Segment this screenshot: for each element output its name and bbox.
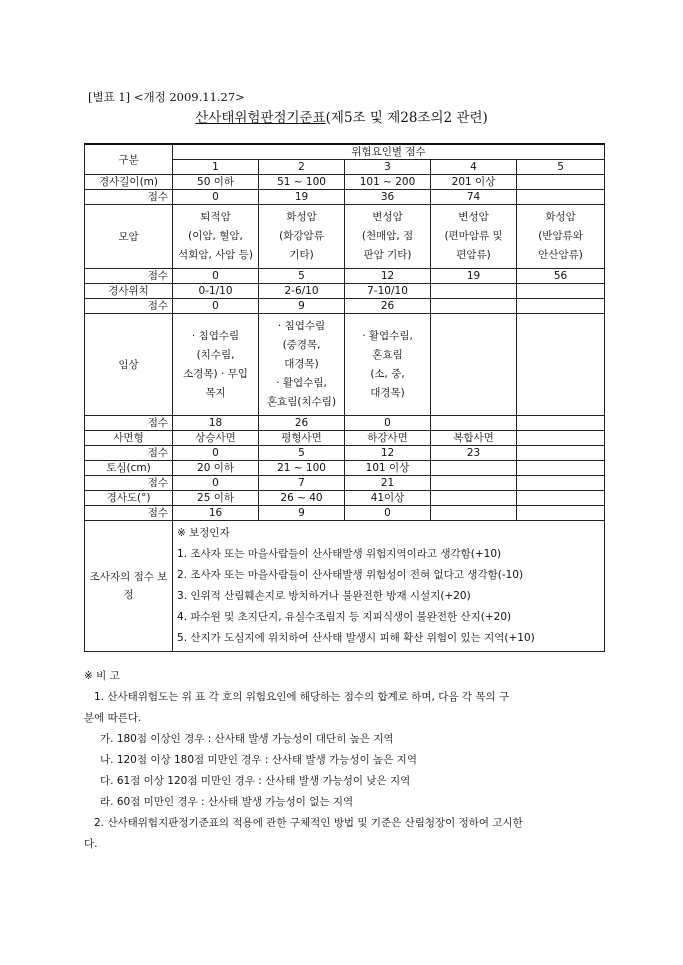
cell-line: · 활엽수림, xyxy=(362,329,413,342)
score-cell: 0 xyxy=(345,416,431,431)
row-label-soil-depth: 토심(cm) xyxy=(85,461,173,476)
score-cell: 23 xyxy=(431,446,517,461)
score-cell: 36 xyxy=(345,190,431,205)
table-cell xyxy=(431,491,517,506)
score-cell: 56 xyxy=(517,269,605,284)
table-cell: 101 ~ 200 xyxy=(345,175,431,190)
table-row xyxy=(85,175,605,190)
table-cell xyxy=(345,314,431,416)
cell-line: · 침엽수림 xyxy=(191,329,240,342)
table-row xyxy=(85,461,605,476)
cell-line: 석회암, 사암 등) xyxy=(178,249,253,261)
remarks-item: 라. 60점 미만인 경우 : 산사태 발생 가능성이 없는 지역 xyxy=(100,796,354,808)
cell-line: 화성암 xyxy=(545,211,576,223)
row-label-slope-shape: 사면형 xyxy=(85,431,173,446)
correction-item: 2. 조사자 또는 마을사람들이 산사태발생 위험성이 전혀 없다고 생각함(-10) xyxy=(177,569,524,581)
table-row xyxy=(85,284,605,299)
level-4: 4 xyxy=(431,160,517,175)
table-cell: 2-6/10 xyxy=(259,284,345,299)
score-label: 점수 xyxy=(85,416,173,431)
row-label-forest: 임상 xyxy=(85,314,173,416)
score-cell: 5 xyxy=(259,446,345,461)
cell-line: 변성암 xyxy=(372,211,403,223)
table-cell xyxy=(173,205,259,269)
score-label: 점수 xyxy=(85,269,173,284)
cell-line: (중경목, xyxy=(282,339,321,351)
table-cell: 하강사면 xyxy=(345,431,431,446)
title-sub: (제5조 및 제28조의2 관련) xyxy=(325,110,488,126)
cell-line: 편암류) xyxy=(456,249,491,261)
remarks-paragraph-cont: 다. xyxy=(84,838,98,850)
remarks-paragraph: 1. 산사태위험도는 위 표 각 호의 위험요인에 해당하는 점수의 합계로 하며, 다음 각 목의 구 xyxy=(94,691,510,703)
table-cell xyxy=(431,284,517,299)
cell-line: 안산암류) xyxy=(538,249,583,261)
level-1: 1 xyxy=(173,160,259,175)
table-cell: 평형사면 xyxy=(259,431,345,446)
table-row xyxy=(85,491,605,506)
remarks-paragraph-cont: 분에 따른다. xyxy=(84,712,142,724)
table-cell: 41이상 xyxy=(345,491,431,506)
table-cell xyxy=(517,491,605,506)
correction-factors xyxy=(173,521,605,652)
row-label-slope-length: 경사길이(m) xyxy=(85,175,173,190)
score-cell: 12 xyxy=(345,446,431,461)
score-cell: 26 xyxy=(345,299,431,314)
cell-line: 기타) xyxy=(289,249,314,261)
score-row xyxy=(85,446,605,461)
score-cell: 0 xyxy=(345,506,431,521)
table-cell: 0-1/10 xyxy=(173,284,259,299)
score-label: 점수 xyxy=(85,506,173,521)
score-cell: 0 xyxy=(173,190,259,205)
table-cell: 25 이하 xyxy=(173,491,259,506)
score-cell: 26 xyxy=(259,416,345,431)
cell-line: 혼효림(치수림) xyxy=(266,396,337,408)
table-cell xyxy=(517,314,605,416)
table-cell xyxy=(431,205,517,269)
table-cell xyxy=(517,205,605,269)
table-cell: 201 이상 xyxy=(431,175,517,190)
cell-line: (반암류와 xyxy=(538,230,583,242)
table-cell: 26 ~ 40 xyxy=(259,491,345,506)
score-cell xyxy=(517,190,605,205)
score-cell: 12 xyxy=(345,269,431,284)
table-header-row xyxy=(85,144,605,160)
score-cell xyxy=(517,299,605,314)
score-label: 점수 xyxy=(85,446,173,461)
criteria-table xyxy=(84,143,605,652)
score-row xyxy=(85,299,605,314)
score-cell: 19 xyxy=(259,190,345,205)
correction-item: 3. 인위적 산림훼손지로 방치하거나 불완전한 방재 시설지(+20) xyxy=(177,590,471,602)
correction-heading: ※ 보정인자 xyxy=(177,527,230,539)
correction-item: 1. 조사자 또는 마을사람들이 산사태발생 위험지역이라고 생각함(+10) xyxy=(177,548,502,560)
row-label-correction: 조사자의 점수 보정 xyxy=(85,521,173,652)
table-row xyxy=(85,205,605,269)
score-label: 점수 xyxy=(85,476,173,491)
remarks-item: 가. 180점 이상인 경우 : 산사태 발생 가능성이 대단히 높은 지역 xyxy=(100,733,394,745)
level-5: 5 xyxy=(517,160,605,175)
remarks xyxy=(84,666,614,855)
score-row xyxy=(85,416,605,431)
score-row xyxy=(85,476,605,491)
level-2: 2 xyxy=(259,160,345,175)
table-row xyxy=(85,314,605,416)
correction-item: 5. 산지가 도심지에 위치하여 산사태 발생시 피해 확산 위험이 있는 지역(+10) xyxy=(177,632,535,644)
score-cell xyxy=(517,446,605,461)
score-cell: 21 xyxy=(345,476,431,491)
correction-row xyxy=(85,521,605,652)
score-label: 점수 xyxy=(85,299,173,314)
score-cell: 0 xyxy=(173,476,259,491)
table-cell: 상승사면 xyxy=(173,431,259,446)
cell-line: 화성암 xyxy=(286,211,317,223)
score-row xyxy=(85,506,605,521)
score-cell: 9 xyxy=(259,506,345,521)
table-row xyxy=(85,431,605,446)
remarks-heading: ※ 비 고 xyxy=(84,670,120,682)
correction-item: 4. 파수원 및 초지단지, 유실수조림지 등 지피식생이 불완전한 산지(+20) xyxy=(177,611,512,623)
table-cell xyxy=(431,314,517,416)
score-cell: 9 xyxy=(259,299,345,314)
cell-line: · 침엽수림 xyxy=(277,320,326,332)
remarks-paragraph: 2. 산사태위험지판정기준표의 적용에 관한 구체적인 방법 및 기준은 산림청장이 정하여 고시한 xyxy=(94,817,523,829)
cell-line: (소, 중, xyxy=(370,367,405,380)
score-cell xyxy=(517,506,605,521)
table-cell: 복합사면 xyxy=(431,431,517,446)
category-header: 구분 xyxy=(85,144,173,175)
appendix-header: [별표 1] <개정 2009.11.27> xyxy=(88,90,245,104)
cell-line: (이암, 혈암, xyxy=(188,230,243,242)
score-cell: 16 xyxy=(173,506,259,521)
score-cell xyxy=(431,299,517,314)
cell-line: 대경목) xyxy=(284,358,319,370)
score-cell xyxy=(517,416,605,431)
score-cell xyxy=(517,476,605,491)
score-cell: 0 xyxy=(173,446,259,461)
table-cell xyxy=(345,205,431,269)
cell-line: 혼효림 xyxy=(372,348,403,361)
table-cell: 50 이하 xyxy=(173,175,259,190)
table-cell: 7-10/10 xyxy=(345,284,431,299)
title-main: 산사태위험판정기준표 xyxy=(195,110,326,126)
score-row xyxy=(85,190,605,205)
cell-line: 소경목) · 무입 xyxy=(183,367,248,380)
score-cell: 74 xyxy=(431,190,517,205)
row-label-slope-gradient: 경사도(°) xyxy=(85,491,173,506)
score-cell: 18 xyxy=(173,416,259,431)
table-cell: 21 ~ 100 xyxy=(259,461,345,476)
score-cell: 0 xyxy=(173,299,259,314)
table-cell xyxy=(431,461,517,476)
table-cell xyxy=(517,431,605,446)
score-cell: 19 xyxy=(431,269,517,284)
score-cell xyxy=(431,476,517,491)
group-header: 위험요인별 점수 xyxy=(173,144,605,160)
document-title xyxy=(0,106,683,126)
table-cell xyxy=(259,314,345,416)
cell-line: (화강암류 xyxy=(279,230,324,242)
cell-line: (편마암류 및 xyxy=(444,230,503,242)
table-cell: 20 이하 xyxy=(173,461,259,476)
score-cell: 5 xyxy=(259,269,345,284)
score-cell xyxy=(431,416,517,431)
cell-line: (천매암, 점 xyxy=(361,230,414,242)
score-cell: 7 xyxy=(259,476,345,491)
remarks-item: 나. 120점 이상 180점 미만인 경우 : 산사태 발생 가능성이 높은 지역 xyxy=(100,754,417,766)
table-cell xyxy=(173,314,259,416)
table-cell xyxy=(517,175,605,190)
score-row xyxy=(85,269,605,284)
table-cell xyxy=(517,284,605,299)
level-3: 3 xyxy=(345,160,431,175)
score-cell xyxy=(431,506,517,521)
cell-line: 퇴적암 xyxy=(200,211,231,223)
cell-line: 대경목) xyxy=(370,386,405,399)
score-label: 점수 xyxy=(85,190,173,205)
cell-line: 목지 xyxy=(205,386,226,399)
row-label-slope-position: 경사위치 xyxy=(85,284,173,299)
remarks-item: 다. 61점 이상 120점 미만인 경우 : 산사태 발생 가능성이 낮은 지역 xyxy=(100,775,411,787)
cell-line: (치수림, xyxy=(196,348,235,361)
table-cell: 101 이상 xyxy=(345,461,431,476)
table-cell xyxy=(517,461,605,476)
table-cell xyxy=(259,205,345,269)
score-cell: 0 xyxy=(173,269,259,284)
row-label-bedrock: 모암 xyxy=(85,205,173,269)
table-cell: 51 ~ 100 xyxy=(259,175,345,190)
cell-line: · 활엽수림, xyxy=(276,377,327,389)
cell-line: 변성암 xyxy=(458,211,489,223)
cell-line: 판암 기타) xyxy=(363,249,412,261)
